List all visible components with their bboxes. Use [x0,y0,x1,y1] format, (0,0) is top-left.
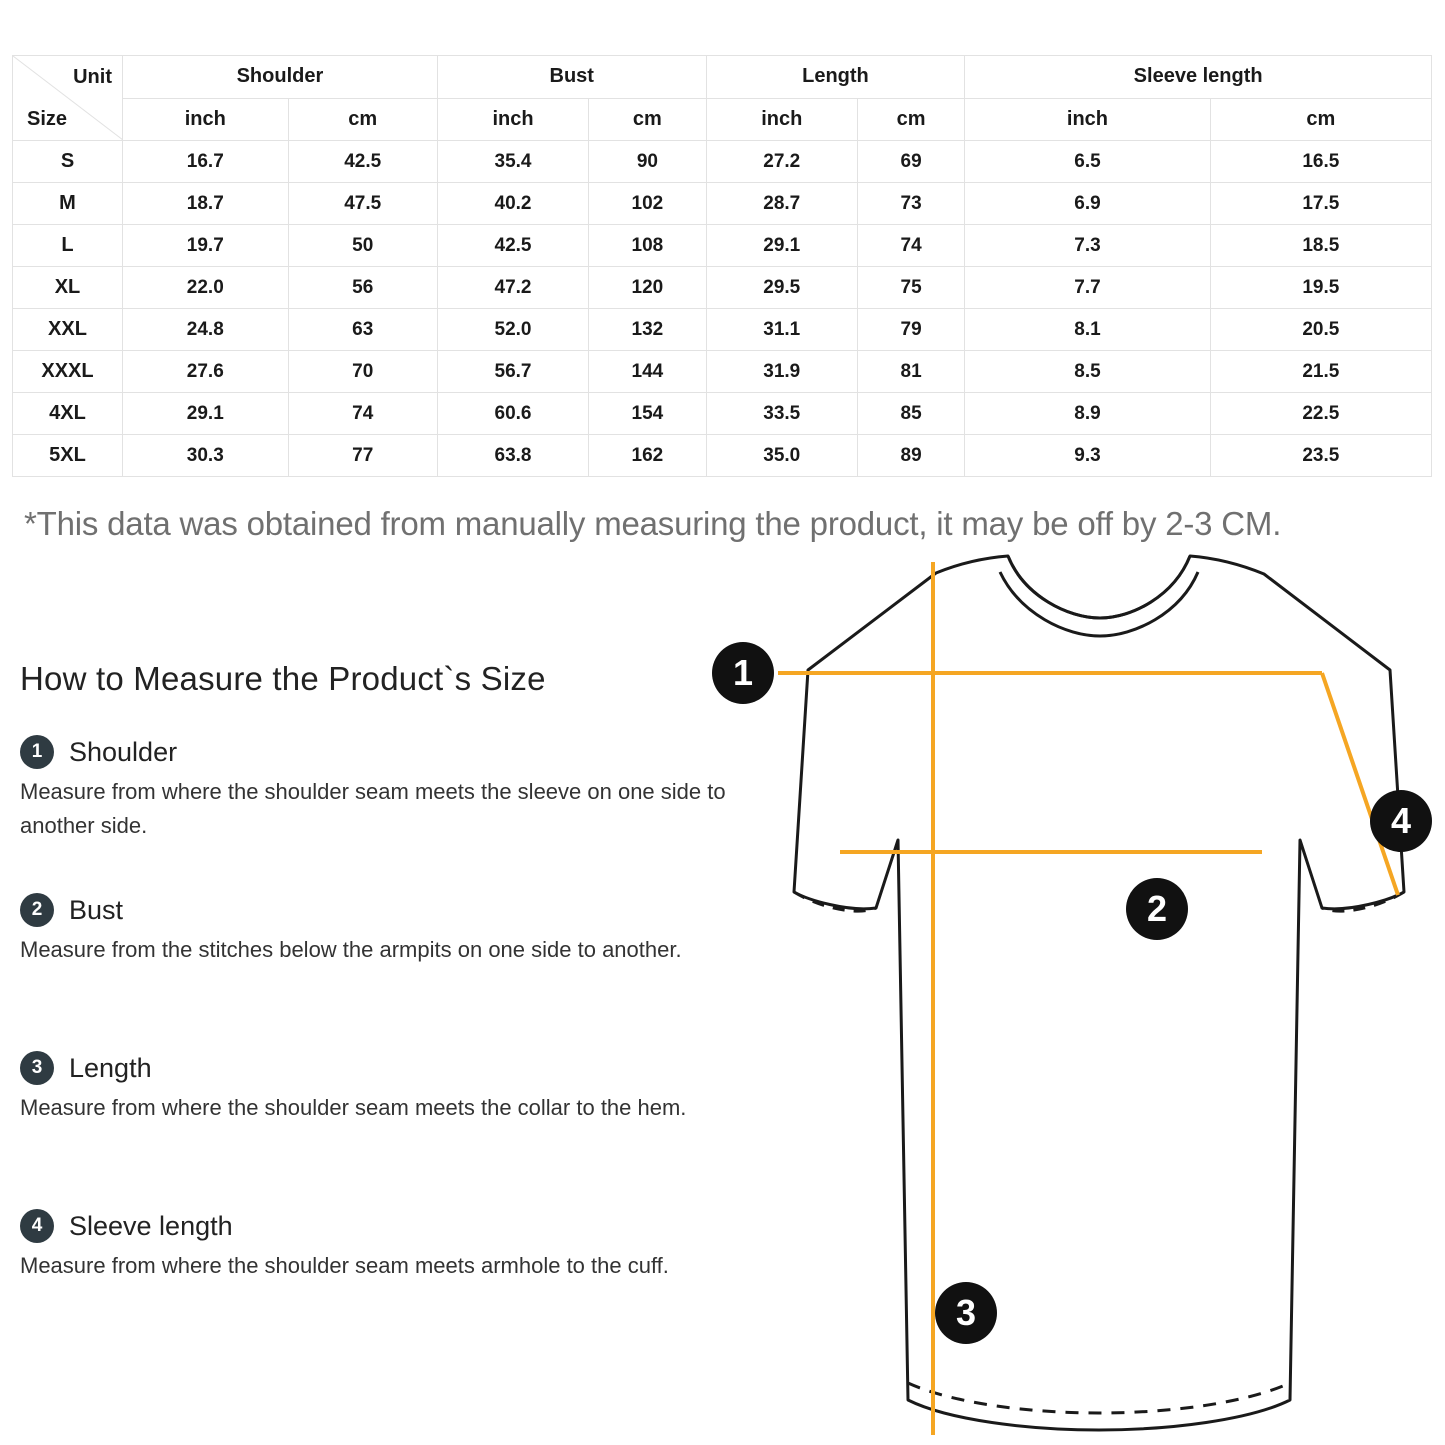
cell-sleeve-cm: 17.5 [1210,183,1431,225]
cell-length-cm: 81 [857,351,964,393]
measure-block-sleeve-length [20,1209,740,1283]
cell-sleeve-cm: 21.5 [1210,351,1431,393]
group-header-length: Length [706,56,965,99]
cell-bust-inch: 60.6 [437,393,588,435]
cell-bust-inch: 35.4 [437,141,588,183]
cell-length-inch: 29.5 [706,267,857,309]
row-size: L [13,225,123,267]
cell-bust-cm: 154 [589,393,706,435]
measure-title-length: Length [69,1052,152,1083]
size-table-container [0,55,1445,477]
cell-shoulder-inch: 19.7 [123,225,289,267]
row-size: 5XL [13,435,123,477]
cell-shoulder-cm: 47.5 [288,183,437,225]
row-size: XXL [13,309,123,351]
table-header-group-row [13,56,1432,99]
measure-desc-bust: Measure from the stitches below the armpits on one side to another. [20,937,682,962]
subheader-bust-cm: cm [589,98,706,141]
tshirt-diagram [690,540,1445,1445]
measurement-disclaimer: *This data was obtained from manually measuring the product, it may be off by 2-3 CM. [24,505,1282,542]
subheader-length-cm: cm [857,98,964,141]
cell-length-inch: 27.2 [706,141,857,183]
cell-sleeve-cm: 23.5 [1210,435,1431,477]
cell-sleeve-cm: 20.5 [1210,309,1431,351]
subheader-length-inch: inch [706,98,857,141]
cell-length-cm: 73 [857,183,964,225]
measure-block-shoulder [20,735,740,843]
cell-bust-inch: 42.5 [437,225,588,267]
cell-bust-cm: 108 [589,225,706,267]
cell-length-inch: 31.1 [706,309,857,351]
subheader-sleeve-inch: inch [965,98,1210,141]
group-header-shoulder: Shoulder [123,56,438,99]
cell-shoulder-cm: 70 [288,351,437,393]
cell-bust-cm: 132 [589,309,706,351]
cell-length-inch: 35.0 [706,435,857,477]
cell-bust-cm: 144 [589,351,706,393]
measure-desc-sleeve-length: Measure from where the shoulder seam meets armhole to the cuff. [20,1253,669,1278]
table-row [13,435,1432,477]
diagram-marker-2: 2 [1126,878,1188,940]
cell-sleeve-inch: 8.1 [965,309,1210,351]
cell-sleeve-inch: 7.7 [965,267,1210,309]
cell-length-cm: 89 [857,435,964,477]
table-row [13,309,1432,351]
cell-length-cm: 75 [857,267,964,309]
marker-badge-2: 2 [20,893,54,927]
cell-sleeve-cm: 22.5 [1210,393,1431,435]
cell-bust-cm: 102 [589,183,706,225]
cell-sleeve-cm: 19.5 [1210,267,1431,309]
marker-badge-3: 3 [20,1051,54,1085]
marker-badge-4: 4 [20,1209,54,1243]
cell-shoulder-cm: 42.5 [288,141,437,183]
cell-sleeve-inch: 8.9 [965,393,1210,435]
cell-sleeve-inch: 8.5 [965,351,1210,393]
cell-length-cm: 69 [857,141,964,183]
cell-length-inch: 29.1 [706,225,857,267]
measure-title-sleeve-length: Sleeve length [69,1210,233,1241]
cell-shoulder-inch: 27.6 [123,351,289,393]
table-subheader-row [13,98,1432,141]
page-title: How to Measure the Product`s Size [20,660,546,697]
cell-shoulder-cm: 50 [288,225,437,267]
cell-bust-cm: 90 [589,141,706,183]
row-size: M [13,183,123,225]
cell-shoulder-inch: 18.7 [123,183,289,225]
marker-badge-1: 1 [20,735,54,769]
cell-length-inch: 33.5 [706,393,857,435]
diagram-marker-1: 1 [712,642,774,704]
cell-bust-inch: 40.2 [437,183,588,225]
cell-sleeve-inch: 9.3 [965,435,1210,477]
measure-block-bust [20,893,740,967]
table-row [13,141,1432,183]
subheader-bust-inch: inch [437,98,588,141]
cell-shoulder-cm: 77 [288,435,437,477]
diagram-marker-3: 3 [935,1282,997,1344]
cell-length-inch: 28.7 [706,183,857,225]
cell-sleeve-cm: 18.5 [1210,225,1431,267]
tshirt-illustration-icon [690,540,1445,1445]
row-size: XXXL [13,351,123,393]
cell-bust-inch: 56.7 [437,351,588,393]
table-corner-cell [13,56,123,141]
measure-desc-length: Measure from where the shoulder seam meets the collar to the hem. [20,1095,687,1120]
subheader-sleeve-cm: cm [1210,98,1431,141]
cell-length-cm: 79 [857,309,964,351]
cell-sleeve-inch: 6.9 [965,183,1210,225]
measure-block-length [20,1051,740,1125]
measure-title-bust: Bust [69,894,124,925]
table-row [13,267,1432,309]
subheader-shoulder-cm: cm [288,98,437,141]
measure-title-shoulder: Shoulder [69,736,178,767]
cell-bust-inch: 47.2 [437,267,588,309]
cell-sleeve-cm: 16.5 [1210,141,1431,183]
cell-sleeve-inch: 6.5 [965,141,1210,183]
cell-length-cm: 74 [857,225,964,267]
cell-shoulder-inch: 30.3 [123,435,289,477]
cell-shoulder-inch: 16.7 [123,141,289,183]
cell-length-cm: 85 [857,393,964,435]
table-row [13,225,1432,267]
subheader-shoulder-inch: inch [123,98,289,141]
row-size: 4XL [13,393,123,435]
cell-shoulder-cm: 56 [288,267,437,309]
cell-bust-cm: 162 [589,435,706,477]
cell-sleeve-inch: 7.3 [965,225,1210,267]
measure-desc-shoulder: Measure from where the shoulder seam meets the sleeve on one side to another side. [20,779,726,839]
cell-shoulder-inch: 24.8 [123,309,289,351]
table-row [13,183,1432,225]
cell-bust-cm: 120 [589,267,706,309]
cell-bust-inch: 63.8 [437,435,588,477]
diagram-marker-4: 4 [1370,790,1432,852]
unit-label: Unit [73,66,112,88]
cell-shoulder-inch: 22.0 [123,267,289,309]
size-label: Size [27,108,68,130]
cell-shoulder-inch: 29.1 [123,393,289,435]
group-header-bust: Bust [437,56,706,99]
table-row [13,393,1432,435]
cell-length-inch: 31.9 [706,351,857,393]
cell-bust-inch: 52.0 [437,309,588,351]
table-row [13,351,1432,393]
row-size: XL [13,267,123,309]
row-size: S [13,141,123,183]
group-header-sleeve-length: Sleeve length [965,56,1432,99]
cell-shoulder-cm: 74 [288,393,437,435]
cell-shoulder-cm: 63 [288,309,437,351]
size-table [12,55,1432,477]
